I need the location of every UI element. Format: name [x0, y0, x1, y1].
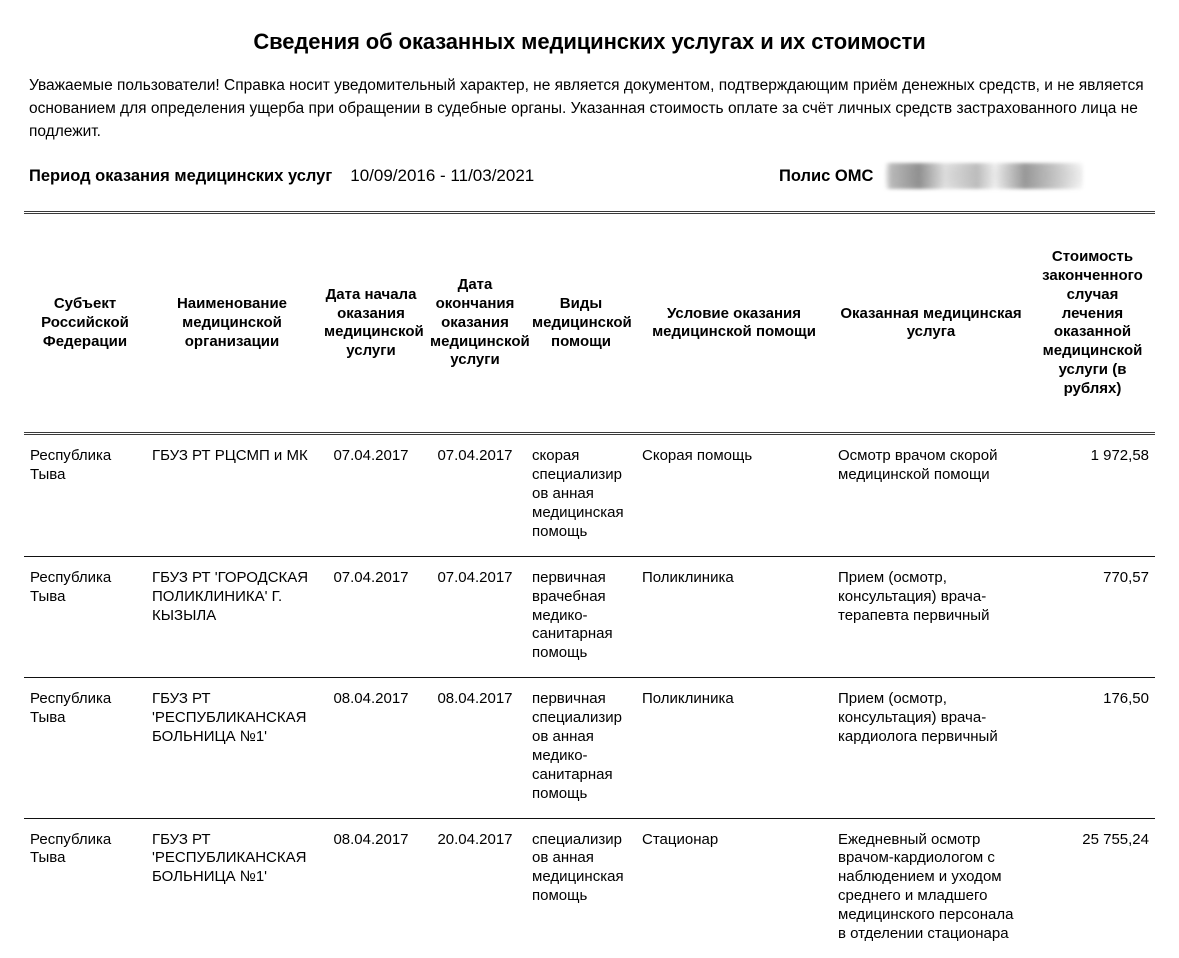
meta-row — [24, 163, 1155, 191]
table-header-row — [24, 213, 1155, 434]
cell-cost: 176,50 — [1030, 678, 1155, 818]
cell-date-end: 08.04.2017 — [424, 678, 526, 818]
cell-organization: ГБУЗ РТ РЦСМП и МК — [146, 434, 318, 556]
policy-number-redacted — [885, 163, 1083, 189]
cell-condition: Поликлиника — [636, 678, 832, 818]
cell-date-start: 07.04.2017 — [318, 556, 424, 677]
cell-date-start: 07.04.2017 — [318, 434, 424, 556]
column-header-date-start: Дата начала оказания медицинской услуги — [318, 213, 424, 434]
column-header-organization: Наименование медицинской организации — [146, 213, 318, 434]
table-row — [24, 678, 1155, 818]
period-label: Период оказания медицинских услуг — [29, 167, 333, 186]
table-row — [24, 434, 1155, 556]
table-row — [24, 556, 1155, 677]
cell-date-start: 08.04.2017 — [333, 830, 409, 848]
table-row — [24, 818, 1155, 958]
cell-kind: специализиров анная медицинская помощь — [532, 830, 624, 905]
cell-organization: ГБУЗ РТ 'ГОРОДСКАЯ ПОЛИКЛИНИКА' Г. КЫЗЫЛА — [146, 556, 318, 677]
cell-region: Республика Тыва — [30, 830, 112, 867]
policy-group — [779, 163, 1083, 189]
cell-condition: Стационар — [642, 830, 719, 848]
column-header-date-end: Дата окончания оказания медицинской услуги — [424, 213, 526, 434]
cell-cost: 770,57 — [1030, 556, 1155, 677]
cell-condition: Скорая помощь — [636, 434, 832, 556]
column-header-condition: Условие оказания медицинской помощи — [636, 213, 832, 434]
page-title: Сведения об оказанных медицинских услугах и их стоимости — [253, 29, 926, 54]
cell-organization: ГБУЗ РТ 'РЕСПУБЛИКАНСКАЯ БОЛЬНИЦА №1' — [152, 830, 307, 886]
policy-label: Полис ОМС — [779, 167, 874, 186]
cell-kind: первичная врачебная медико-санитарная помощь — [526, 556, 636, 677]
cell-kind: скорая специализиров анная медицинская помощь — [526, 434, 636, 556]
cell-service: Ежедневный осмотр врачом-кардиологом с наблюдением и уходом среднего и младшего медицинского персонала в отделении стационара — [838, 830, 1014, 942]
column-header-kind: Виды медицинской помощи — [526, 213, 636, 434]
cell-organization: ГБУЗ РТ 'РЕСПУБЛИКАНСКАЯ БОЛЬНИЦА №1' — [146, 678, 318, 818]
cell-service: Осмотр врачом скорой медицинской помощи — [832, 434, 1030, 556]
cell-date-start: 08.04.2017 — [318, 678, 424, 818]
cell-service: Прием (осмотр, консультация) врача-терапевта первичный — [832, 556, 1030, 677]
cell-cost: 25 755,24 — [1082, 830, 1149, 848]
cell-date-end: 07.04.2017 — [424, 434, 526, 556]
column-header-cost: Стоимость законченного случая лечения оказанной медицинской услуги (в рублях) — [1030, 213, 1155, 434]
period-value: 10/09/2016 - 11/03/2021 — [350, 166, 535, 186]
cell-region: Республика Тыва — [24, 556, 146, 677]
cell-condition: Поликлиника — [636, 556, 832, 677]
column-header-region: Субъект Российской Федерации — [24, 213, 146, 434]
cell-kind: первичная специализиров анная медико-санитарная помощь — [526, 678, 636, 818]
cell-date-end: 07.04.2017 — [424, 556, 526, 677]
cell-region: Республика Тыва — [24, 678, 146, 818]
cell-service: Прием (осмотр, консультация) врача-кардиолога первичный — [832, 678, 1030, 818]
cell-cost: 1 972,58 — [1030, 434, 1155, 556]
notice-paragraph: Уважаемые пользователи! Справка носит уведомительный характер, не является документом, подтверждающим приём денежных средств, и не является основанием для определения ущерба при обращении в судебные органы. Указанная стоимость оплате за счёт личных средств застрахованного лица не подлежит. — [29, 77, 1144, 140]
column-header-service: Оказанная медицинская услуга — [832, 213, 1030, 434]
services-table-wrapper — [24, 211, 1155, 958]
services-table — [24, 211, 1155, 958]
cell-region: Республика Тыва — [24, 434, 146, 556]
cell-date-end: 20.04.2017 — [437, 830, 513, 848]
